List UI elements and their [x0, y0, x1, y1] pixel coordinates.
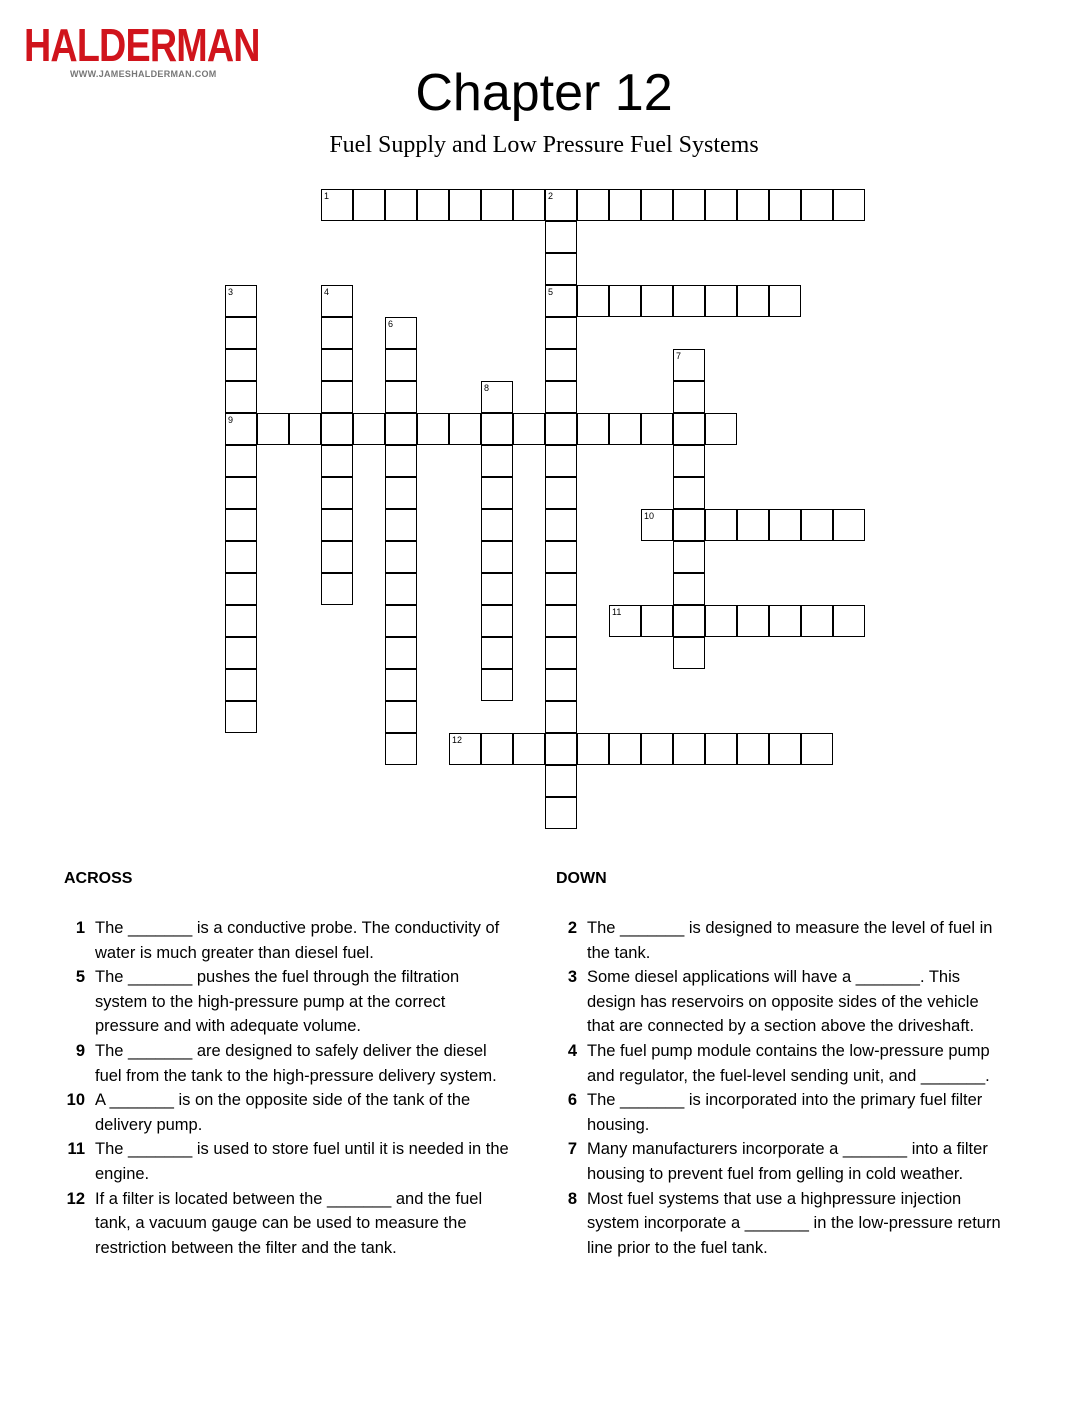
grid-cell[interactable]: [321, 509, 353, 541]
grid-cell[interactable]: [225, 509, 257, 541]
clue-text: Most fuel systems that use a highpressure injection system incorporate a _______ in the low-pressure return line prior to the fuel tank.: [587, 1189, 1001, 1257]
grid-cell[interactable]: [737, 605, 769, 637]
grid-cell[interactable]: [577, 189, 609, 221]
logo-wordmark: HALDERMAN: [24, 19, 260, 71]
across-clue: [64, 1088, 509, 1137]
grid-cell[interactable]: [737, 509, 769, 541]
clue-text: The _______ is a conductive probe. The conductivity of water is much greater than diesel fuel.: [95, 919, 500, 962]
grid-cell[interactable]: [385, 733, 417, 765]
grid-cell[interactable]: [513, 413, 545, 445]
grid-cell[interactable]: [673, 573, 705, 605]
grid-cell[interactable]: [481, 381, 513, 413]
grid-cell[interactable]: [673, 189, 705, 221]
across-clue: [64, 965, 509, 1039]
across-clue: [64, 916, 509, 965]
clue-text: The _______ is incorporated into the primary fuel filter housing.: [587, 1091, 983, 1134]
grid-cell[interactable]: [545, 189, 577, 221]
grid-cell[interactable]: [609, 189, 641, 221]
grid-cell[interactable]: [321, 477, 353, 509]
grid-cell[interactable]: [641, 733, 673, 765]
grid-cell[interactable]: [833, 189, 865, 221]
clue-text: The _______ is designed to measure the level of fuel in the tank.: [587, 919, 993, 962]
clue-text: The _______ is used to store fuel until it is needed in the engine.: [95, 1140, 509, 1183]
grid-cell[interactable]: [641, 509, 673, 541]
clue-text: The _______ are designed to safely deliver the diesel fuel from the tank to the high-pressure delivery system.: [95, 1041, 497, 1085]
grid-cell[interactable]: [225, 573, 257, 605]
grid-cell[interactable]: [225, 637, 257, 669]
grid-cell[interactable]: [609, 605, 641, 637]
grid-cell[interactable]: [641, 189, 673, 221]
grid-cell[interactable]: [481, 637, 513, 669]
grid-cell[interactable]: [833, 605, 865, 637]
grid-cell[interactable]: [641, 605, 673, 637]
grid-cell[interactable]: [481, 445, 513, 477]
grid-cell[interactable]: [545, 701, 577, 733]
grid-cell[interactable]: [673, 445, 705, 477]
grid-cell[interactable]: [673, 605, 705, 637]
down-heading: DOWN: [556, 870, 607, 887]
down-clue: [556, 965, 1006, 1039]
grid-cell[interactable]: [545, 477, 577, 509]
grid-cell[interactable]: [737, 733, 769, 765]
grid-cell[interactable]: [577, 413, 609, 445]
clue-number-label: 5: [548, 287, 554, 297]
clue-number: 3: [567, 968, 577, 987]
page-title: Chapter 12: [415, 64, 673, 122]
grid-cell[interactable]: [417, 189, 449, 221]
clue-number-label: 12: [452, 735, 463, 745]
grid-cell[interactable]: [321, 349, 353, 381]
grid-cell[interactable]: [545, 413, 577, 445]
grid-cell[interactable]: [545, 445, 577, 477]
grid-cell[interactable]: [609, 285, 641, 317]
grid-cell[interactable]: [257, 413, 289, 445]
grid-cell[interactable]: [289, 413, 321, 445]
grid-cell[interactable]: [385, 669, 417, 701]
down-clue: [556, 916, 1006, 965]
grid-cell[interactable]: [481, 669, 513, 701]
grid-cell[interactable]: [769, 605, 801, 637]
grid-cell[interactable]: [641, 285, 673, 317]
grid-cell[interactable]: [673, 381, 705, 413]
logo-url: WWW.JAMESHALDERMAN.COM: [70, 69, 217, 79]
grid-cell[interactable]: [545, 541, 577, 573]
across-clue-list: [64, 916, 509, 1260]
grid-cell[interactable]: [353, 189, 385, 221]
grid-cell[interactable]: [385, 509, 417, 541]
grid-cell[interactable]: [385, 541, 417, 573]
grid-cell[interactable]: [481, 477, 513, 509]
grid-cell[interactable]: [385, 445, 417, 477]
grid-cell[interactable]: [545, 509, 577, 541]
grid-cell[interactable]: [513, 733, 545, 765]
grid-cell[interactable]: [673, 413, 705, 445]
grid-cell[interactable]: [385, 701, 417, 733]
grid-cell[interactable]: [545, 381, 577, 413]
grid-cell[interactable]: [481, 413, 513, 445]
grid-cell[interactable]: [609, 413, 641, 445]
grid-cell[interactable]: [769, 189, 801, 221]
grid-cell[interactable]: [449, 413, 481, 445]
grid-cell[interactable]: [481, 509, 513, 541]
clue-text: The _______ pushes the fuel through the filtration system to the high-pressure pump at the correct pressure and with adequate volume.: [95, 968, 460, 1036]
grid-cell[interactable]: [513, 189, 545, 221]
clue-number-label: 4: [324, 287, 330, 297]
clue-number-label: 1: [324, 191, 330, 201]
grid-cell[interactable]: [225, 413, 257, 445]
grid-cell[interactable]: [225, 605, 257, 637]
down-clue-list: [556, 916, 1006, 1260]
grid-cell[interactable]: [673, 285, 705, 317]
grid-cell[interactable]: [705, 285, 737, 317]
grid-cell[interactable]: [545, 285, 577, 317]
grid-cell[interactable]: [321, 445, 353, 477]
grid-cell[interactable]: [225, 541, 257, 573]
grid-cell[interactable]: [673, 637, 705, 669]
grid-cell[interactable]: [833, 509, 865, 541]
grid-cell[interactable]: [705, 733, 737, 765]
grid-cell[interactable]: [769, 733, 801, 765]
grid-cell[interactable]: [545, 637, 577, 669]
grid-cell[interactable]: [321, 189, 353, 221]
grid-cell[interactable]: [705, 605, 737, 637]
grid-cell[interactable]: [545, 605, 577, 637]
clue-number: 7: [567, 1140, 577, 1159]
grid-cell[interactable]: [577, 733, 609, 765]
grid-cell[interactable]: [673, 509, 705, 541]
clue-text: Many manufacturers incorporate a _______ into a filter housing to prevent fuel from gelling in cold weather.: [587, 1140, 988, 1183]
grid-cell[interactable]: [321, 573, 353, 605]
grid-cell[interactable]: [545, 765, 577, 797]
grid-cell[interactable]: [609, 733, 641, 765]
down-clue: [556, 1187, 1006, 1261]
grid-cell[interactable]: [321, 541, 353, 573]
grid-cell[interactable]: [673, 477, 705, 509]
across-heading: ACROSS: [64, 870, 133, 887]
grid-cell[interactable]: [321, 413, 353, 445]
grid-cell[interactable]: [385, 189, 417, 221]
grid-cell[interactable]: [353, 413, 385, 445]
clue-text: Some diesel applications will have a _______. This design has reservoirs on opposite sides of the vehicle that are connected by a section above the driveshaft.: [587, 968, 979, 1036]
grid-cell[interactable]: [545, 349, 577, 381]
clue-number: 4: [567, 1041, 577, 1060]
clue-number-label: 8: [484, 383, 490, 393]
grid-cell[interactable]: [225, 669, 257, 701]
grid-cell[interactable]: [481, 733, 513, 765]
clue-text: A _______ is on the opposite side of the tank of the delivery pump.: [95, 1091, 471, 1134]
grid-cell[interactable]: [545, 221, 577, 253]
grid-cell[interactable]: [449, 189, 481, 221]
grid-cell[interactable]: [417, 413, 449, 445]
grid-cell[interactable]: [225, 349, 257, 381]
grid-cell[interactable]: [321, 285, 353, 317]
grid-cell[interactable]: [481, 189, 513, 221]
grid-cell[interactable]: [673, 349, 705, 381]
down-clue: [556, 1039, 1006, 1088]
grid-cell[interactable]: [545, 669, 577, 701]
grid-cell[interactable]: [225, 381, 257, 413]
clue-number: 6: [567, 1091, 577, 1110]
clue-number-label: 7: [676, 351, 682, 361]
grid-cell[interactable]: [481, 541, 513, 573]
grid-cell[interactable]: [545, 317, 577, 349]
grid-cell[interactable]: [673, 541, 705, 573]
clue-number: 9: [75, 1041, 85, 1060]
grid-cell[interactable]: [321, 381, 353, 413]
grid-cell[interactable]: [737, 285, 769, 317]
grid-cell[interactable]: [801, 733, 833, 765]
grid-cell[interactable]: [225, 445, 257, 477]
clue-number: 5: [75, 968, 85, 987]
grid-cell[interactable]: [385, 637, 417, 669]
grid-cell[interactable]: [705, 189, 737, 221]
grid-cell[interactable]: [545, 797, 577, 829]
grid-cell[interactable]: [385, 477, 417, 509]
grid-cell[interactable]: [705, 509, 737, 541]
grid-cell[interactable]: [769, 285, 801, 317]
clue-number: 10: [66, 1091, 85, 1110]
grid-cell[interactable]: [801, 509, 833, 541]
across-clue: [64, 1187, 509, 1261]
grid-cell[interactable]: [769, 509, 801, 541]
grid-cell[interactable]: [673, 733, 705, 765]
grid-cell[interactable]: [545, 253, 577, 285]
across-clue: [64, 1039, 509, 1088]
grid-cell[interactable]: [737, 189, 769, 221]
across-clue: [64, 1137, 509, 1186]
clue-number: 8: [567, 1189, 577, 1208]
down-clue: [556, 1088, 1006, 1137]
clue-number-label: 9: [228, 415, 234, 425]
grid-cell[interactable]: [385, 381, 417, 413]
grid-cell[interactable]: [801, 605, 833, 637]
grid-cell[interactable]: [225, 701, 257, 733]
grid-cell[interactable]: [225, 477, 257, 509]
clue-text: If a filter is located between the _______ and the fuel tank, a vacuum gauge can be used to measure the restriction between the filter and the tank.: [95, 1189, 483, 1257]
clue-number-label: 6: [388, 319, 394, 329]
clue-text: The fuel pump module contains the low-pressure pump and regulator, the fuel-level sending unit, and _______.: [587, 1041, 990, 1085]
grid-cell[interactable]: [385, 349, 417, 381]
clue-number-label: 2: [548, 191, 554, 201]
grid-cell[interactable]: [225, 285, 257, 317]
grid-cell[interactable]: [577, 285, 609, 317]
clue-number: 11: [67, 1140, 85, 1159]
grid-cell[interactable]: [385, 573, 417, 605]
grid-cell[interactable]: [705, 413, 737, 445]
clue-number-label: 3: [228, 287, 234, 297]
grid-cell[interactable]: [481, 605, 513, 637]
grid-cell[interactable]: [385, 413, 417, 445]
clue-number: 2: [567, 919, 577, 937]
clue-number-label: 11: [612, 607, 622, 617]
grid-cell[interactable]: [641, 413, 673, 445]
grid-cell[interactable]: [545, 733, 577, 765]
grid-cell[interactable]: [385, 317, 417, 349]
grid-cell[interactable]: [545, 573, 577, 605]
grid-cell[interactable]: [481, 573, 513, 605]
clue-number: 1: [75, 919, 85, 937]
page-subtitle: Fuel Supply and Low Pressure Fuel Systems: [329, 132, 759, 158]
grid-cell[interactable]: [321, 317, 353, 349]
clue-number: 12: [66, 1189, 85, 1208]
grid-cell[interactable]: [801, 189, 833, 221]
clue-number-label: 10: [644, 511, 655, 521]
grid-cell[interactable]: [449, 733, 481, 765]
grid-cell[interactable]: [385, 605, 417, 637]
down-clue: [556, 1137, 1006, 1186]
grid-cell[interactable]: [225, 317, 257, 349]
